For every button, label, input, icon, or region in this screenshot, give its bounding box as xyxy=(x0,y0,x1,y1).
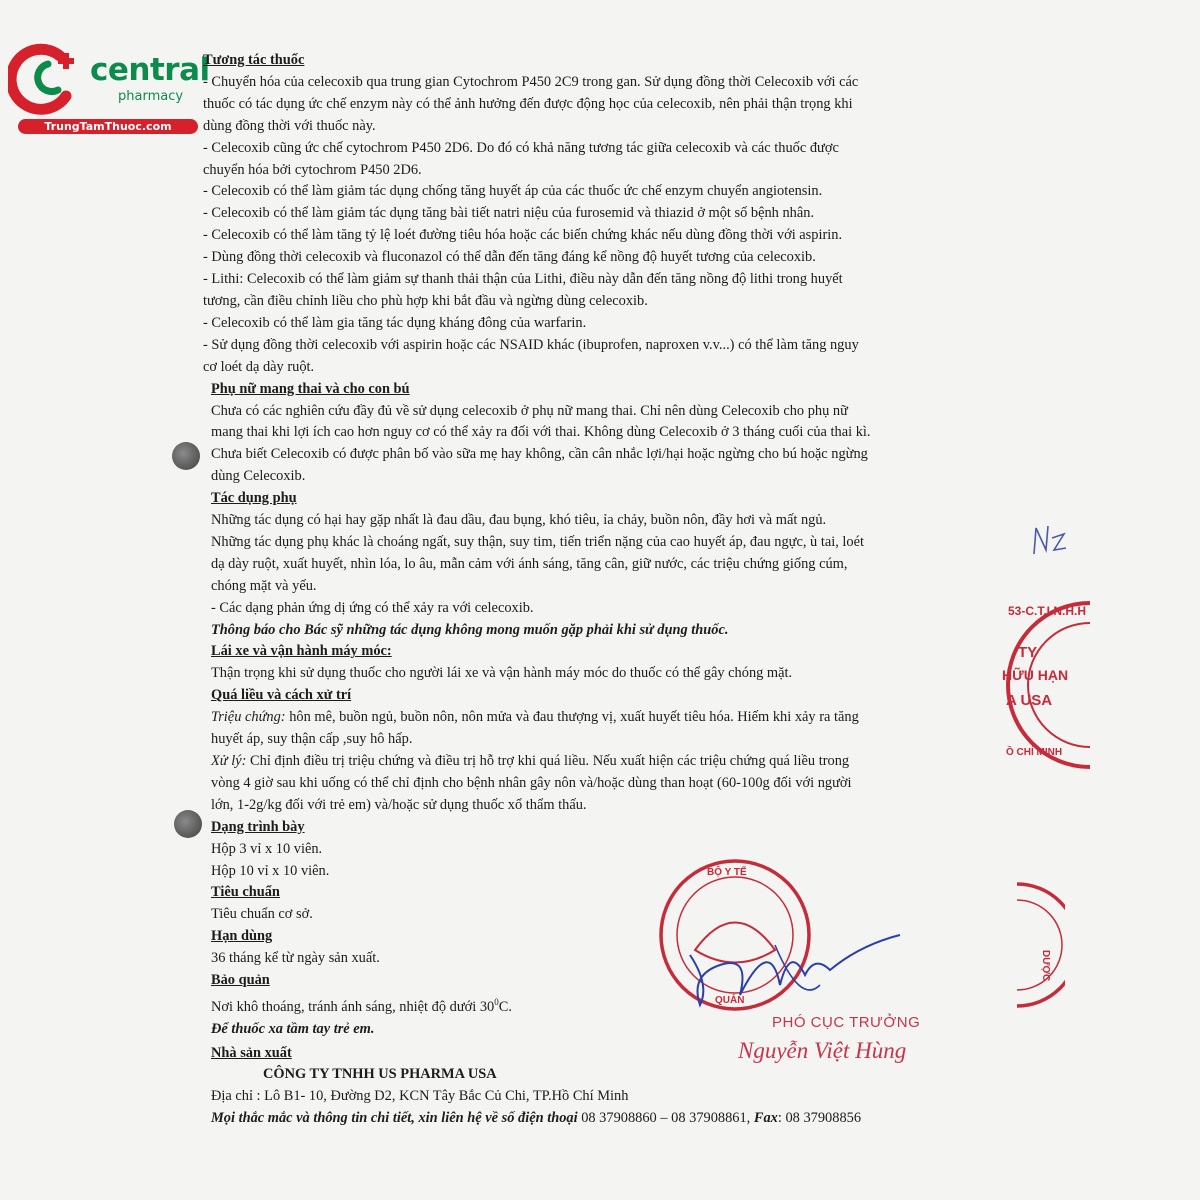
manufacturer-address: Địa chỉ : Lô B1- 10, Đường D2, KCN Tây Bắc Củ Chi, TP.Hồ Chí Minh xyxy=(211,1088,629,1105)
text-line: lớn, 1-2g/kg đối với trẻ em) và/hoặc sử dụng thuốc xổ thẩm thấu. xyxy=(211,796,587,813)
text-line: dùng đồng thời với thuốc này. xyxy=(203,117,376,134)
text-line xyxy=(211,751,1003,773)
text-line: - Celecoxib có thể làm giảm tác dụng chống tăng huyết áp của các thuốc ức chế enzym chuyển angiotensin. xyxy=(203,183,823,200)
symptoms-label: Triệu chứng: xyxy=(211,709,286,726)
manufacturer-contact xyxy=(203,1108,1003,1130)
section-heading-overdose: Quá liều và cách xử trí xyxy=(211,687,352,704)
stamp-line: A USA xyxy=(1006,692,1053,709)
manufacturer-company: CÔNG TY TNHH US PHARMA USA xyxy=(263,1066,497,1083)
logo-brand: central xyxy=(90,52,210,88)
section-heading-interactions: Tương tác thuốc xyxy=(203,52,305,68)
text-line: dạ dày ruột, xuất huyết, nhìn lóa, lo âu, mẫn cảm với ánh sáng, tăng cân, giữ nước, các triệu chứng giống cúm, xyxy=(211,555,848,572)
punch-hole xyxy=(174,810,202,838)
degree-mark: 0 xyxy=(494,996,499,1007)
fax-number: : 08 37908856 xyxy=(777,1110,862,1127)
text-line: - Sử dụng đồng thời celecoxib với aspirin hoặc các NSAID khác (ibuprofen, naproxen v.v...) có thể làm tăng nguy xyxy=(203,336,859,353)
text-line: - Các dạng phản ứng dị ứng có thể xảy ra với celecoxib. xyxy=(211,599,534,616)
text-line: - Celecoxib có thể làm tăng tỷ lệ loét đường tiêu hóa hoặc các biến chứng khác nếu dùng đồng thời với aspirin. xyxy=(203,227,843,244)
text-line: Hộp 3 vỉ x 10 viên. xyxy=(211,840,323,857)
text-line: Những tác dụng phụ khác là choáng ngất, suy thận, suy tim, tiến triển nặng của cao huyết áp, đau ngực, ù tai, loét xyxy=(211,533,865,550)
stamp-bottom-text: Ồ CHÍ MINH xyxy=(1006,747,1063,758)
text-line xyxy=(211,707,1003,729)
official-name: Nguyễn Việt Hùng xyxy=(738,1038,907,1063)
text-line: vòng 4 giờ sau khi uống có thể chỉ định cho bệnh nhân gây nôn và/hoặc dùng than hoạt (60-100g đối với người xyxy=(211,774,852,791)
storage-text: Nơi khô thoáng, tránh ánh sáng, nhiệt độ dưới 30 xyxy=(211,998,495,1015)
section-heading-side-effects: Tác dụng phụ xyxy=(211,490,297,507)
text-line: chóng mặt và yếu. xyxy=(211,577,317,594)
text-line: thuốc có tác dụng ức chế enzym này có thể ảnh hưởng đến được động học của celecoxib, nên phải thận trọng khi xyxy=(203,95,853,112)
handwritten-signature xyxy=(680,915,920,1030)
stamp-top-text: BỘ Y TẾ xyxy=(707,867,747,878)
text-line: huyết áp, suy thận cấp ,suy hô hấp. xyxy=(211,731,413,748)
text-line: 36 tháng kể từ ngày sản xuất. xyxy=(211,950,380,967)
stamp-edge-text: DƯỢC xyxy=(1040,950,1051,982)
text-line: cơ loét dạ dày ruột. xyxy=(203,358,315,375)
section-heading-manufacturer: Nhà sản xuất xyxy=(211,1044,292,1061)
overdose-text xyxy=(203,707,1003,817)
section-heading-presentation: Dạng trình bày xyxy=(211,818,305,835)
stamp-icon xyxy=(1000,585,1090,785)
text-line: Những tác dụng có hại hay gặp nhất là đau dầu, đau bụng, khó tiêu, ỉa chảy, buồn nôn, đầy hơi và mất ngủ. xyxy=(211,512,827,529)
treatment-text: Chỉ định điều trị triệu chứng và điều trị hỗ trợ khi quá liều. Nếu xuất hiện các triệu chứng quá liều trong xyxy=(246,753,850,769)
section-heading-standard: Tiêu chuẩn xyxy=(211,884,280,901)
stamp-reg-number: 53-C.T.I.N.H.H xyxy=(1008,604,1087,618)
storage-unit: C. xyxy=(498,998,512,1015)
text-line: Chưa có các nghiên cứu đầy đủ về sử dụng celecoxib ở phụ nữ mang thai. Chỉ nên dùng Celecoxib cho phụ nữ xyxy=(211,402,848,419)
margin-note-icon xyxy=(1030,520,1070,560)
pharmacy-cross-icon xyxy=(8,38,88,118)
text-line: Hộp 10 vỉ x 10 viên. xyxy=(211,862,330,879)
treatment-label: Xử lý: xyxy=(211,753,247,769)
section-heading-storage: Bảo quản xyxy=(211,972,270,989)
contact-phones: 08 37908860 – 08 37908861, xyxy=(577,1110,754,1127)
text-line: mang thai khi lợi ích cao hơn nguy cơ có thể xảy ra đối với thai. Không dùng Celecoxib ở 3 tháng cuối của thai kì. xyxy=(211,424,871,441)
text-line: dùng Celecoxib. xyxy=(211,468,306,485)
text-line: - Celecoxib có thể làm giảm tác dụng tăng bài tiết natri niệu của furosemid và thiazid ở một số bệnh nhân. xyxy=(203,205,815,222)
section-heading-shelf-life: Hạn dùng xyxy=(211,928,273,945)
edge-stamp xyxy=(1015,880,1065,1015)
text-line: - Celecoxib cũng ức chế cytochrom P450 2D6. Do đó có khả năng tương tác giữa celecoxib và các thuốc được xyxy=(203,139,839,156)
storage-warning: Để thuốc xa tầm tay trẻ em. xyxy=(211,1020,375,1037)
pregnancy-text xyxy=(203,401,1003,489)
symptoms-text: hôn mê, buồn ngủ, buồn nôn, nôn mửa và đau thượng vị, xuất huyết tiêu hóa. Hiếm khi xảy ra tăng xyxy=(285,709,859,726)
side-effects-text xyxy=(203,510,1003,641)
margin-note xyxy=(1030,520,1070,565)
logo-url: TrungTamThuoc.com xyxy=(18,119,198,134)
logo-subtitle: pharmacy xyxy=(118,89,184,104)
stamp-line: TY xyxy=(1018,644,1038,661)
punch-hole xyxy=(172,442,200,470)
text-line: Thận trọng khi sử dụng thuốc cho người lái xe và vận hành máy móc do thuốc có thể gây chóng mặt. xyxy=(211,665,793,682)
stamp-line: HỮU HẠN xyxy=(1002,667,1069,683)
interactions-text xyxy=(203,72,1003,379)
stamp-icon xyxy=(1015,880,1065,1010)
official-title: PHÓ CỤC TRƯỞNG xyxy=(772,1014,921,1031)
company-stamp xyxy=(1000,585,1090,785)
stamp-bottom-text: QUẢN xyxy=(715,995,745,1006)
fax-label: Fax xyxy=(753,1110,778,1127)
text-line: Tiêu chuẩn cơ sở. xyxy=(211,906,313,923)
side-effects-notice: Thông báo cho Bác sỹ những tác dụng không mong muốn gặp phải khi sử dụng thuốc. xyxy=(211,621,729,638)
signature-icon xyxy=(680,915,920,1025)
central-pharmacy-logo xyxy=(8,38,208,138)
text-line: chuyển hóa bởi cytochrom P450 2D6. xyxy=(203,161,422,178)
section-heading-pregnancy: Phụ nữ mang thai và cho con bú xyxy=(211,380,410,397)
section-heading-driving: Lái xe và vận hành máy móc: xyxy=(211,643,392,660)
text-line: - Dùng đồng thời celecoxib và fluconazol có thể dẫn đến tăng đáng kể nồng độ huyết tương của celecoxib. xyxy=(203,249,816,266)
text-line: - Lithi: Celecoxib có thể làm giảm sự thanh thải thận của Lithi, điều này dẫn đến tăng nồng độ lithi trong huyết xyxy=(203,271,843,288)
contact-prefix: Mọi thắc mắc và thông tin chi tiết, xin liên hệ về số điện thoại xyxy=(211,1110,578,1127)
text-line: - Celecoxib có thể làm gia tăng tác dụng kháng đông của warfarin. xyxy=(203,314,587,331)
text-line: Chưa biết Celecoxib có được phân bố vào sữa mẹ hay không, cần cân nhắc lợi/hại hoặc ngừng cho bú hoặc ngừng xyxy=(211,446,868,463)
text-line: tương, cần điều chỉnh liều cho phù hợp khi bắt đầu và ngừng dùng celecoxib. xyxy=(203,292,648,309)
text-line: - Chuyển hóa của celecoxib qua trung gian Cytochrom P450 2C9 trong gan. Sử dụng đồng thời Celecoxib với các xyxy=(203,73,859,90)
